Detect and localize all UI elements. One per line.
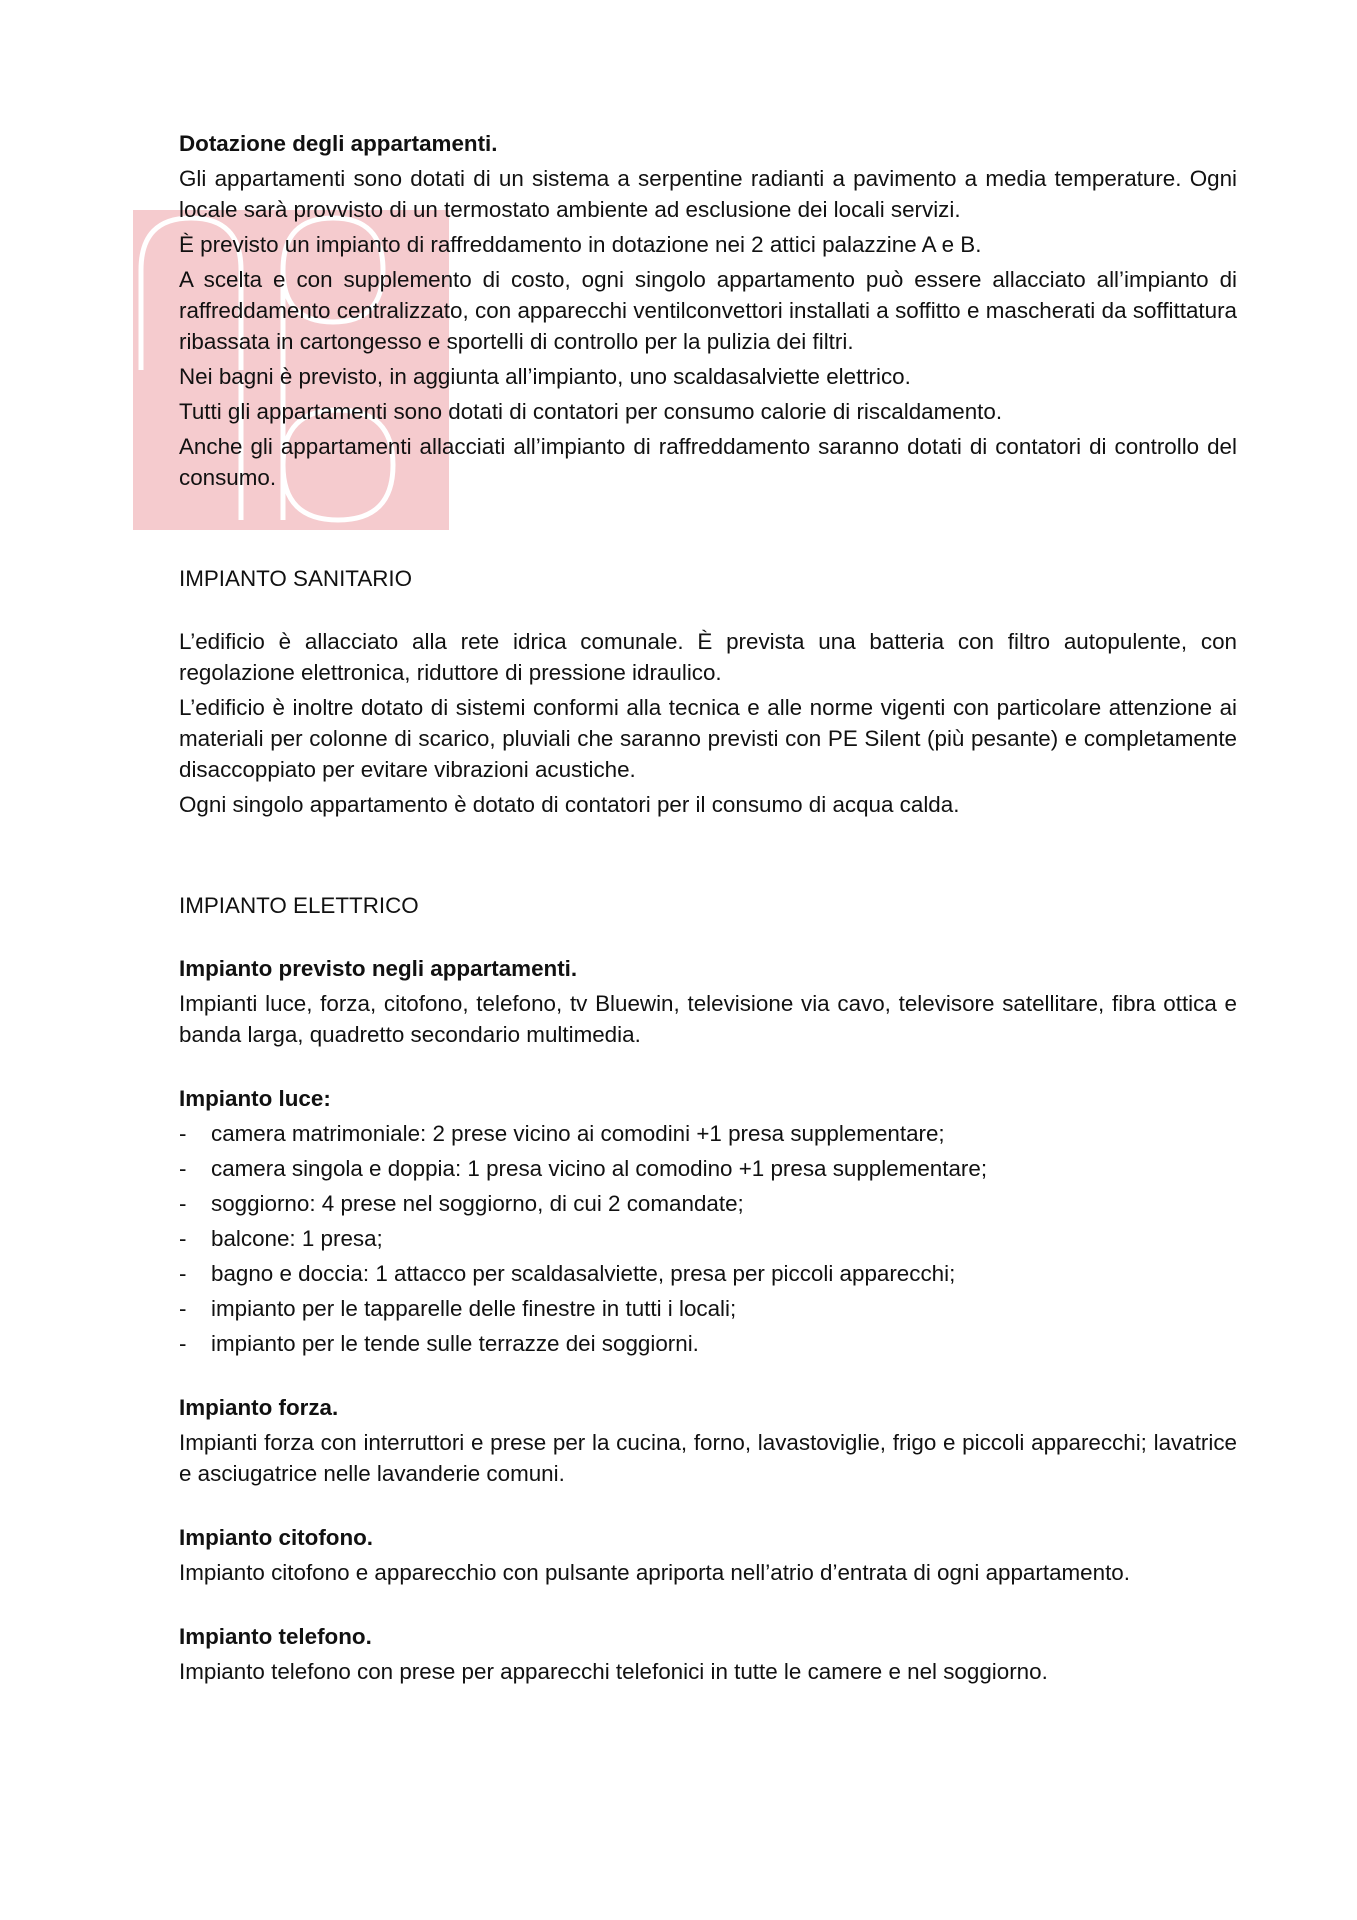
dash-bullet: - (179, 1226, 187, 1251)
section-heading-elettrico: IMPIANTO ELETTRICO (179, 893, 419, 918)
subsection-heading-previsto: Impianto previsto negli appartamenti. (179, 956, 578, 981)
list-item-text: camera matrimoniale: 2 prese vicino ai comodini +1 presa supplementare; (211, 1121, 945, 1146)
dash-bullet: - (179, 1121, 187, 1146)
subsection-heading-citofono: Impianto citofono. (179, 1525, 374, 1550)
paragraph: Impianto citofono e apparecchio con pulsante apriporta nell’atrio d’entrata di ogni appartamento. (179, 1560, 1130, 1585)
list-item (179, 1328, 1237, 1359)
paragraph: L’edificio è allacciato alla rete idrica comunale. È prevista una batteria con filtro autopulente, con regolazione elettronica, riduttore di pressione idraulico. (179, 629, 1237, 685)
dash-bullet: - (179, 1296, 187, 1321)
paragraph: Ogni singolo appartamento è dotato di contatori per il consumo di acqua calda. (179, 792, 960, 817)
section-heading-sanitario: IMPIANTO SANITARIO (179, 566, 413, 591)
subsection-heading-telefono: Impianto telefono. (179, 1624, 372, 1649)
list-item-text: balcone: 1 presa; (211, 1226, 383, 1251)
dash-bullet: - (179, 1156, 187, 1181)
list-item-text: impianto per le tende sulle terrazze dei soggiorni. (211, 1331, 699, 1356)
list-item (179, 1293, 1237, 1324)
subsection-heading-forza: Impianto forza. (179, 1395, 339, 1420)
list-item (179, 1118, 1237, 1149)
paragraph: L’edificio è inoltre dotato di sistemi conformi alla tecnica e alle norme vigenti con particolare attenzione ai materiali per colonne di scarico, pluviali che saranno previsti con PE Silent (più pesante) e completamente disaccoppiato per evitare vibrazioni acustiche. (179, 695, 1237, 782)
paragraph: A scelta e con supplemento di costo, ogni singolo appartamento può essere allacciato all’impianto di raffreddamento centralizzato, con apparecchi ventilconvettori installati a soffitto e mascherati da soffittatura ribassata in cartongesso e sportelli di controllo per la pulizia dei filtri. (179, 267, 1237, 354)
list-item (179, 1223, 1237, 1254)
subsection-heading-luce: Impianto luce: (179, 1086, 331, 1111)
paragraph: Gli appartamenti sono dotati di un sistema a serpentine radianti a pavimento a media temperature. Ogni locale sarà provvisto di un termostato ambiente ad esclusione dei locali servizi. (179, 166, 1237, 222)
list-item (179, 1258, 1237, 1289)
list-item-text: camera singola e doppia: 1 presa vicino al comodino +1 presa supplementare; (211, 1156, 988, 1181)
section-heading-dotazione: Dotazione degli appartamenti. (179, 131, 498, 156)
dash-bullet: - (179, 1191, 187, 1216)
paragraph: Impianti forza con interruttori e prese per la cucina, forno, lavastoviglie, frigo e piccoli apparecchi; lavatrice e asciugatrice nelle lavanderie comuni. (179, 1430, 1237, 1486)
dash-bullet: - (179, 1261, 187, 1286)
document-page (179, 128, 1237, 1691)
list-item (179, 1153, 1237, 1184)
list-item-text: bagno e doccia: 1 attacco per scaldasalviette, presa per piccoli apparecchi; (211, 1261, 956, 1286)
dash-bullet: - (179, 1331, 187, 1356)
list-item-text: soggiorno: 4 prese nel soggiorno, di cui 2 comandate; (211, 1191, 744, 1216)
list-item (179, 1188, 1237, 1219)
bullet-list-luce (179, 1118, 1237, 1359)
paragraph: Anche gli appartamenti allacciati all’impianto di raffreddamento saranno dotati di contatori di controllo del consumo. (179, 434, 1237, 490)
paragraph: Impianti luce, forza, citofono, telefono, tv Bluewin, televisione via cavo, televisore satellitare, fibra ottica e banda larga, quadretto secondario multimedia. (179, 991, 1237, 1047)
paragraph: Impianto telefono con prese per apparecchi telefonici in tutte le camere e nel soggiorno. (179, 1659, 1048, 1684)
list-item-text: impianto per le tapparelle delle finestre in tutti i locali; (211, 1296, 737, 1321)
paragraph: Nei bagni è previsto, in aggiunta all’impianto, uno scaldasalviette elettrico. (179, 364, 911, 389)
paragraph: È previsto un impianto di raffreddamento in dotazione nei 2 attici palazzine A e B. (179, 232, 982, 257)
paragraph: Tutti gli appartamenti sono dotati di contatori per consumo calorie di riscaldamento. (179, 399, 1003, 424)
